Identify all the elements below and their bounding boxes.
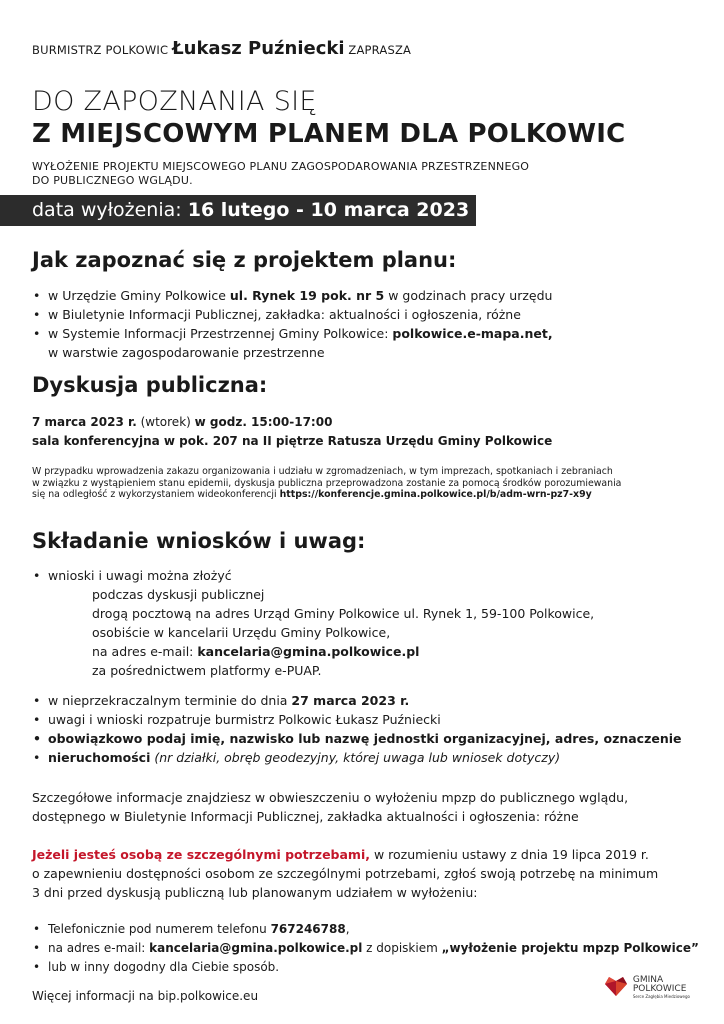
list-item: • lub w inny dogodny dla Ciebie sposób. — [32, 958, 699, 977]
section-heading-how-to-view: Jak zapoznać się z projektem planu: — [32, 248, 457, 272]
list-item: • Telefonicznie pod numerem telefonu 767246788, — [32, 920, 699, 939]
submission-methods — [32, 585, 594, 680]
inviter-line — [32, 38, 411, 59]
epidemic-note: W przypadku wprowadzenia zakazu organizowania i udziału w zgromadzeniach, w tym imprezach, spotkaniach i zebraniach w związku z wystąpieniem stanu epidemii, dyskusja publiczna przeprowadzona zostanie za pomocą środków porozumiewania się na odległość z wykorzystaniem wideokonferencji https://konferencje.gmina.polkowice.pl/b/adm-wrn-pz7-x9y — [32, 466, 622, 500]
subtitle — [32, 160, 529, 188]
inviter-suffix: ZAPRASZA — [348, 43, 412, 57]
method-item: za pośrednictwem platformy e-PUAP. — [92, 663, 322, 678]
method-item: podczas dyskusji publicznej — [92, 587, 265, 602]
logo-text: GMINA POLKOWICE Serce Zagłębia Miedziowego — [632, 975, 690, 999]
email-link[interactable]: kancelaria@gmina.polkowice.pl — [149, 941, 363, 955]
list-item-continuation: • nieruchomości (nr działki, obręb geodezyjny, której uwaga lub wniosek dotyczy) — [32, 748, 682, 767]
special-needs-highlight: Jeżeli jesteś osobą ze szczególnymi potrzebami, — [32, 847, 370, 862]
list-item: • wnioski i uwagi można złożyć — [32, 566, 232, 585]
method-item: osobiście w kancelarii Urzędu Gminy Polkowice, — [92, 625, 391, 640]
list-item: • w nieprzekraczalnym terminie do dnia 27 marca 2023 r. — [32, 691, 682, 710]
contact-list — [32, 920, 699, 977]
submission-intro-list — [32, 566, 232, 585]
title-line-1: DO ZAPOZNANIA SIĘ — [32, 86, 317, 117]
section-heading-public-discussion: Dyskusja publiczna: — [32, 373, 268, 397]
view-options-list — [32, 286, 553, 362]
list-item: • w Systemie Informacji Przestrzennej Gminy Polkowice: polkowice.e-mapa.net, — [32, 324, 553, 343]
subtitle-line-2: DO PUBLICZNEGO WGLĄDU. — [32, 174, 193, 187]
list-item: • w Urzędzie Gminy Polkowice ul. Rynek 19 pok. nr 5 w godzinach pracy urzędu — [32, 286, 553, 305]
list-item: • na adres e-mail: kancelaria@gmina.polkowice.pl z dopiskiem „wyłożenie projektu mpzp Polkowice” — [32, 939, 699, 958]
heart-logo-icon — [603, 974, 629, 1002]
gmina-logo — [603, 974, 690, 1002]
list-item: • uwagi i wnioski rozpatruje burmistrz Polkowic Łukasz Puźniecki — [32, 710, 682, 729]
mayor-name: Łukasz Puźniecki — [172, 38, 345, 59]
date-label: data wyłożenia: — [32, 199, 182, 221]
date-value: 16 lutego - 10 marca 2023 — [187, 199, 470, 221]
special-needs-paragraph: Jeżeli jesteś osobą ze szczególnymi potrzebami, w rozumieniu ustawy z dnia 19 lipca 2019 r. o zapewnieniu dostępności osobom ze szczególnymi potrzebami, zgłoś swoją potrzebę na minimum 3 dni przed dyskusją publiczną lub planowanym udziałem w wyłożeniu: — [32, 847, 659, 900]
title-line-2: Z MIEJSCOWYM PLANEM DLA POLKOWIC — [32, 119, 626, 149]
inviter-prefix: BURMISTRZ POLKOWIC — [32, 43, 169, 57]
discussion-date: 7 marca 2023 r. (wtorek) w godz. 15:00-17:00 — [32, 415, 333, 429]
videoconference-link[interactable]: https://konferencje.gmina.polkowice.pl/b/adm-wrn-pz7-x9y — [279, 489, 592, 500]
details-paragraph: Szczegółowe informacje znajdziesz w obwieszczeniu o wyłożeniu mpzp do publicznego wglądu, dostępnego w Biuletynie Informacji Publicznej, zakładka aktualności i ogłoszenia: różne — [32, 790, 629, 824]
list-item: • obowiązkowo podaj imię, nazwisko lub nazwę jednostki organizacyjnej, adres, oznaczenie — [32, 729, 682, 748]
more-info: Więcej informacji na bip.polkowice.eu — [32, 989, 259, 1003]
list-item: • w Biuletynie Informacji Publicznej, zakładka: aktualności i ogłoszenia, różne — [32, 305, 553, 324]
section-heading-submissions: Składanie wniosków i uwag: — [32, 529, 366, 553]
subtitle-line-1: WYŁOŻENIE PROJEKTU MIEJSCOWEGO PLANU ZAGOSPODAROWANIA PRZESTRZENNEGO — [32, 160, 530, 173]
date-bar — [0, 195, 476, 226]
phone-number[interactable]: 767246788 — [270, 922, 346, 936]
method-item: na adres e-mail: kancelaria@gmina.polkowice.pl — [92, 644, 420, 659]
list-item-continuation: w warstwie zagospodarowanie przestrzenne — [48, 345, 325, 360]
method-item: drogą pocztową na adres Urząd Gminy Polkowice ul. Rynek 1, 59-100 Polkowice, — [92, 606, 595, 621]
submission-rules-list — [32, 691, 682, 767]
email-link[interactable]: kancelaria@gmina.polkowice.pl — [197, 644, 420, 659]
discussion-location: sala konferencyjna w pok. 207 na II piętrze Ratusza Urzędu Gminy Polkowice — [32, 434, 553, 448]
